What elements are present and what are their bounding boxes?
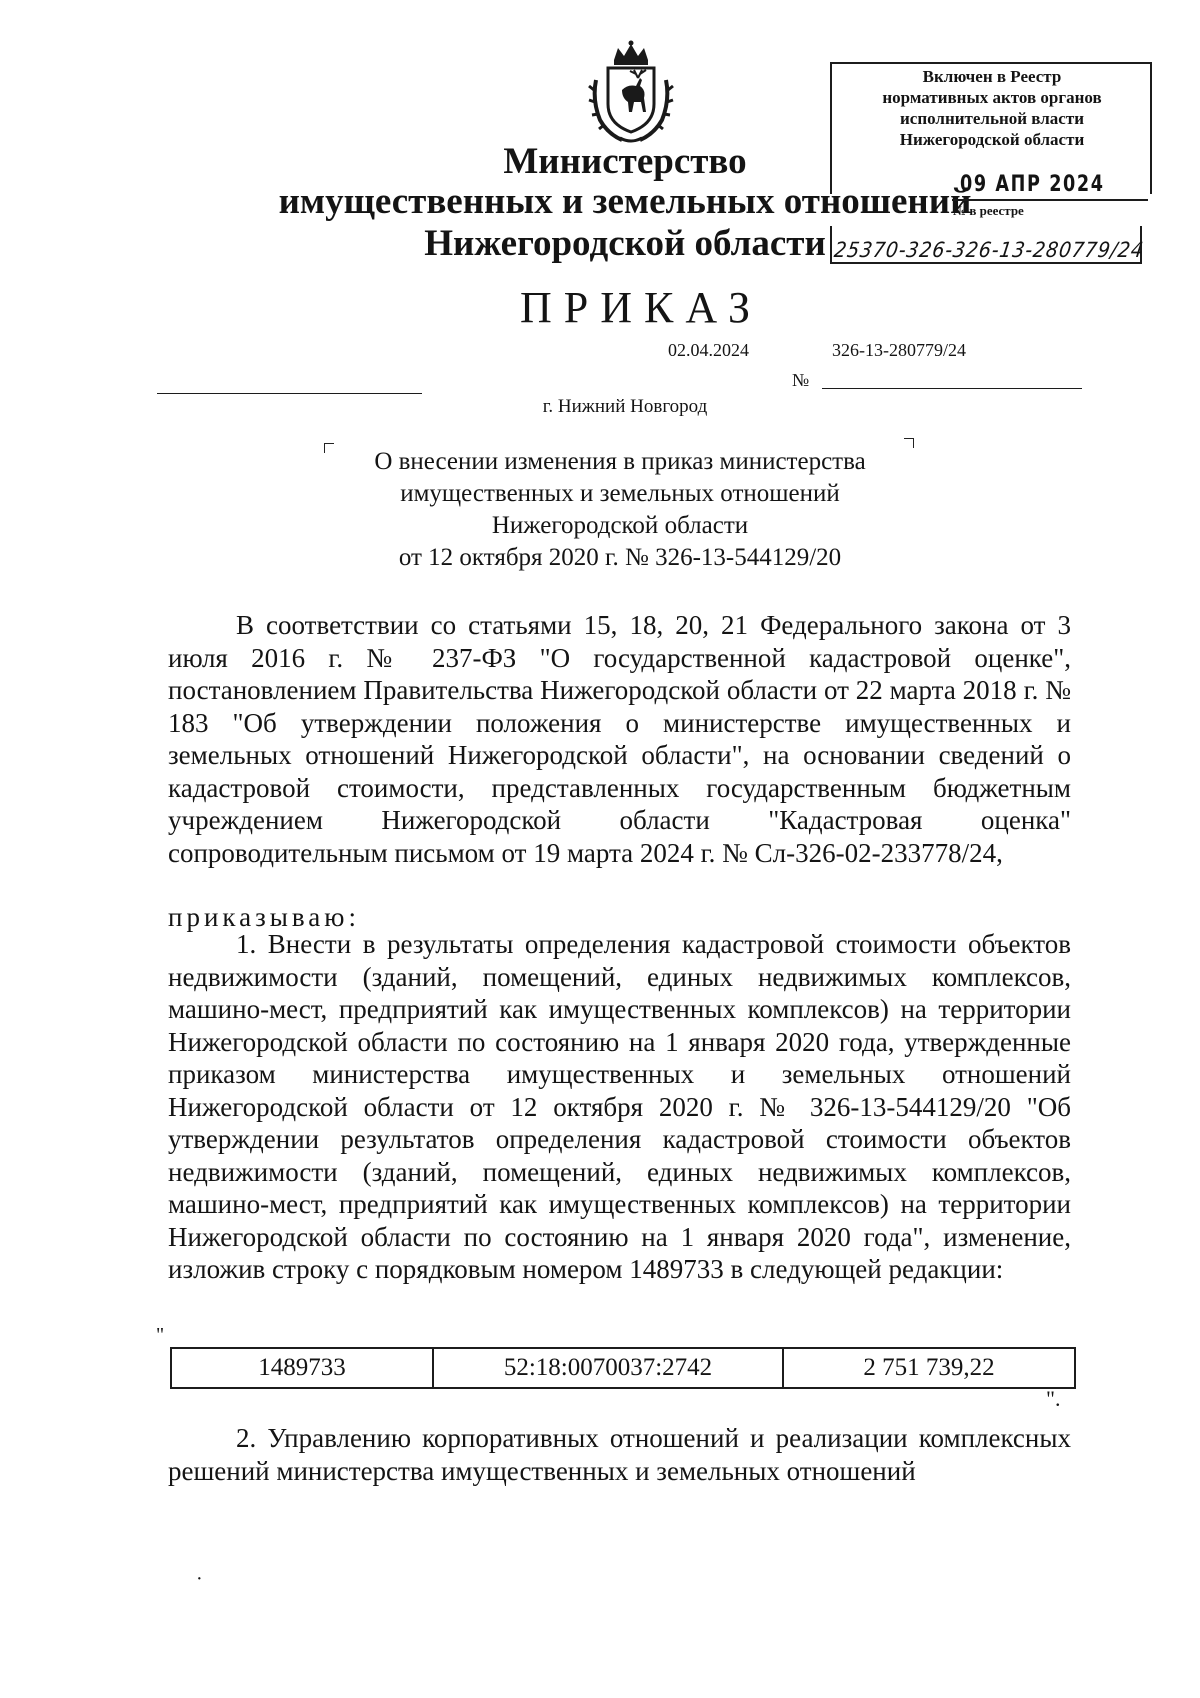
stamp-registry-number: 25370-326-326-13-280779/24 [832, 238, 1146, 262]
stamp-line-1: Включен в Реестр [922, 67, 1062, 86]
stamp-bracket-left [830, 226, 832, 264]
stamp-line-3: исполнительной власти [900, 109, 1084, 128]
subject-corner-left [324, 443, 334, 453]
stamp-divider [952, 199, 1148, 201]
subject-line-1: О внесении изменения в приказ министерства [374, 448, 866, 475]
ministry-name-line3: Нижегородской области [424, 223, 826, 264]
number-underline [822, 388, 1082, 389]
stamp-line-2: нормативных актов органов [882, 88, 1102, 107]
quote-open: " [156, 1324, 165, 1346]
subject-line-3: Нижегородской области [491, 512, 749, 539]
cadastral-value-cell: 2 751 739,22 [783, 1348, 1075, 1388]
stamp-registry-underline [830, 262, 1142, 264]
order-date: 02.04.2024 [668, 340, 749, 360]
order-number: 326-13-280779/24 [832, 340, 966, 360]
order-city: г. Нижний Новгород [542, 396, 708, 417]
date-underline [157, 393, 422, 394]
stamp-date: 09 АПР 2024 [960, 172, 1105, 197]
order-subject [340, 446, 900, 574]
preamble-paragraph: В соответствии со статьями 15, 18, 20, 21 Федерального закона от 3 июля 2016 г. № 237-ФЗ "О государственной кадастровой оценке", постановлением Правительства Нижегородской области от 22 марта 2018 г. № 183 "Об утверждении положения о министерстве имущественных и земельных отношений Нижегородской области", на основании сведений о кадастровой стоимости, представленных государственным бюджетным учреждением Нижегородской области "Кадастровая оценка" сопроводительным письмом от 19 марта 2024 г. № Сл-326-02-233778/24, [168, 610, 1071, 868]
ministry-name-line2: имущественных и земельных отношений [278, 181, 972, 222]
cadastral-number-cell: 52:18:0070037:2742 [433, 1348, 783, 1388]
number-sign: № [792, 370, 810, 390]
quote-close: ". [1046, 1386, 1061, 1411]
amendment-table [170, 1347, 1076, 1389]
table-row [171, 1348, 1075, 1388]
footer-mark: · [196, 1568, 203, 1590]
registry-stamp-text [842, 66, 1142, 150]
subject-line-4: от 12 октября 2020 г. № 326-13-544129/20 [398, 544, 842, 571]
item-2-paragraph: 2. Управлению корпоративных отношений и реализации комплексных решений министерства имущественных и земельных отношений [168, 1423, 1071, 1486]
subject-corner-right [904, 438, 914, 448]
stamp-number-label: № в реестре [953, 203, 1024, 218]
row-index-cell: 1489733 [171, 1348, 433, 1388]
order-heading: ПРИКАЗ [520, 283, 763, 332]
stamp-line-4: Нижегородской области [899, 130, 1085, 149]
item-1-paragraph: 1. Внести в результаты определения кадастровой стоимости объектов недвижимости (зданий, помещений, единых недвижимых комплексов, машино-мест, предприятий как имущественных комплексов) на территории Нижегородской области по состоянию на 1 января 2020 года, утвержденные приказом министерства имущественных и земельных отношений Нижегородской области от 12 октября 2020 г. № 326-13-544129/20 "Об утверждении результатов определения кадастровой стоимости объектов недвижимости (зданий, помещений, единых недвижимых комплексов, машино-мест, предприятий как имущественных комплексов) на территории Нижегородской области по состоянию на 1 января 2020 года", изменение, изложив строку с порядковым номером 1489733 в следующей редакции: [168, 929, 1071, 1284]
ministry-name-line1: Министерство [503, 141, 747, 182]
coat-of-arms-icon [588, 40, 674, 144]
order-word: приказываю: [168, 902, 360, 932]
subject-line-2: имущественных и земельных отношений [400, 480, 840, 507]
